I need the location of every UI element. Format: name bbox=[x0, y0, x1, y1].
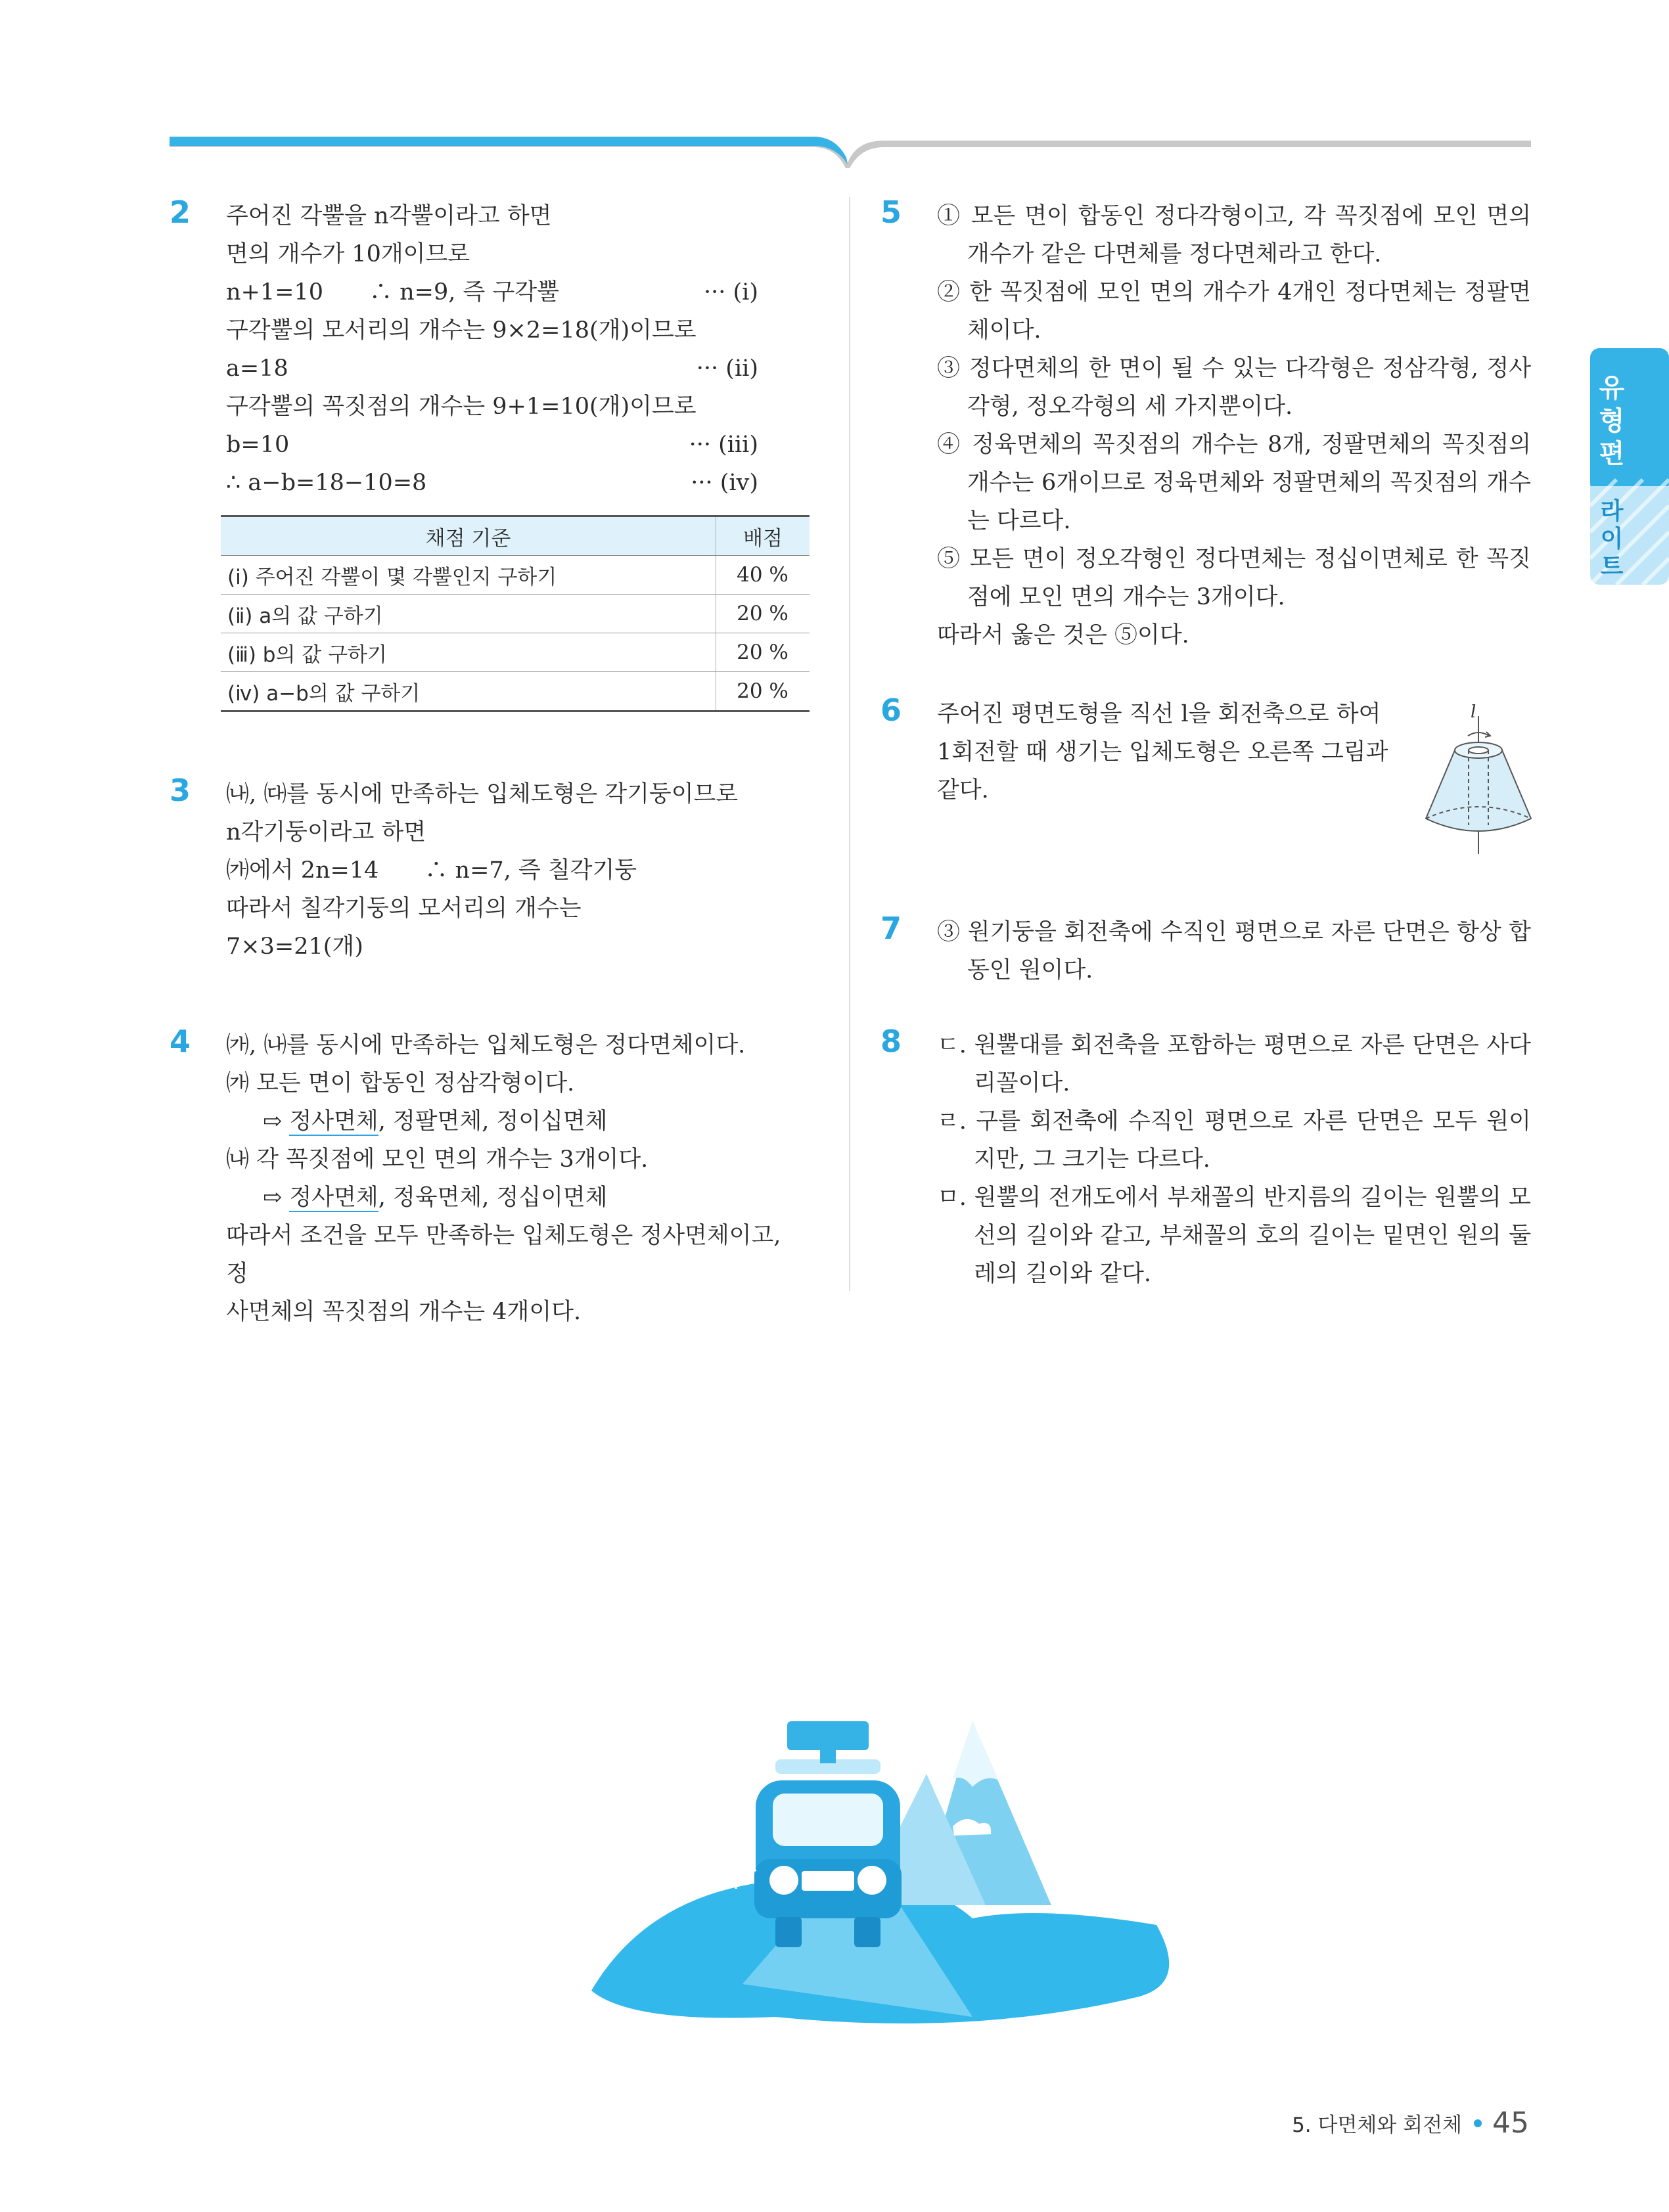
table-row: (ⅱ) a의 값 구하기 20 % bbox=[221, 595, 810, 633]
list-item: ③ 원기둥을 회전축에 수직인 평면으로 자른 단면은 항상 합동인 원이다. bbox=[937, 919, 1531, 983]
solution-line: a=18 ··· (ⅱ) bbox=[226, 355, 758, 382]
solution-line: b=10 ··· (ⅲ) bbox=[226, 432, 758, 458]
solution-line: 구각뿔의 꼭짓점의 개수는 9+1=10(개)이므로 bbox=[226, 394, 697, 420]
truncated-cone-figure bbox=[1413, 703, 1544, 861]
arrow-icon: ⇨ bbox=[263, 1185, 290, 1211]
table-row: (ⅳ) a−b의 값 구하기 20 % bbox=[221, 672, 810, 711]
question-8 bbox=[880, 1026, 1531, 1293]
solution-line: 구각뿔의 모서리의 개수는 9×2=18(개)이므로 bbox=[226, 317, 697, 344]
solution-line: 7×3=21(개) bbox=[226, 934, 363, 960]
solution-line: ㈎, ㈏를 동시에 만족하는 입체도형은 정다면체이다. bbox=[226, 1032, 746, 1058]
solution-line: 1회전할 때 생기는 입체도형은 오른쪽 그림과 bbox=[937, 739, 1388, 765]
solution-body bbox=[937, 1026, 1531, 1293]
list-item: ㄷ. 원뿔대를 회전축을 포함하는 평면으로 자른 단면은 사다리꼴이다. bbox=[937, 1032, 1531, 1096]
solution-line: n각기둥이라고 하면 bbox=[226, 819, 426, 846]
question-number: 6 bbox=[880, 692, 902, 728]
list-item: ㄹ. 구를 회전축에 수직인 평면으로 자른 단면은 모두 원이지만, 그 크기는 다르다. bbox=[937, 1108, 1531, 1173]
question-7 bbox=[880, 913, 1531, 989]
question-5 bbox=[880, 194, 1531, 654]
column-divider bbox=[849, 197, 850, 1291]
solution-line: 따라서 조건을 모두 만족하는 입체도형은 정사면체이고, 정 bbox=[226, 1223, 781, 1287]
solution-line: ㈏ 각 꼭짓점에 모인 면의 개수는 3개이다. bbox=[226, 1146, 649, 1173]
question-4 bbox=[170, 1026, 808, 1331]
list-item: ⑤ 모든 면이 정오각형인 정다면체는 정십이면체로 한 꼭짓점에 모인 면의 개수는 3개이다. bbox=[937, 546, 1531, 610]
table-header-criteria: 채점 기준 bbox=[221, 516, 716, 556]
svg-text:l: l bbox=[1471, 703, 1476, 722]
page-number: 45 bbox=[1492, 2106, 1529, 2140]
solution-line: 주어진 평면도형을 직선 l을 회전축으로 하여 bbox=[937, 701, 1381, 727]
question-number: 7 bbox=[880, 911, 902, 946]
solution-line: 같다. bbox=[937, 777, 989, 803]
solution-line: ㈎에서 2n=14 ∴ n=7, 즉 칠각기둥 bbox=[226, 857, 637, 884]
arrow-icon: ⇨ bbox=[263, 1108, 290, 1135]
solution-line: ㈎ 모든 면이 합동인 정삼각형이다. bbox=[226, 1070, 575, 1096]
solution-body bbox=[226, 1026, 808, 1331]
solution-line: ⇨ 정사면체, 정팔면체, 정이십면체 bbox=[263, 1108, 608, 1135]
solution-line: n+1=10 ∴ n=9, 즉 구각뿔 ··· (ⅰ) bbox=[226, 279, 758, 305]
side-section-tab bbox=[1590, 348, 1669, 585]
question-2 bbox=[170, 194, 808, 712]
chapter-title: 5. 다면체와 회전체 bbox=[1292, 2113, 1462, 2137]
table-header-row bbox=[221, 516, 810, 556]
list-item: ④ 정육면체의 꼭짓점의 개수는 8개, 정팔면체의 꼭짓점의 개수는 6개이므로 정육면체와 정팔면체의 꼭짓점의 개수는 다르다. bbox=[937, 432, 1531, 534]
question-number: 2 bbox=[170, 194, 191, 230]
solution-line: 따라서 칠각기둥의 모서리의 개수는 bbox=[226, 895, 582, 922]
footer-dot-icon bbox=[1474, 2119, 1482, 2127]
list-item: ① 모든 면이 합동인 정다각형이고, 각 꼭짓점에 모인 면의 개수가 같은 다면체를 정다면체라고 한다. bbox=[937, 203, 1531, 267]
page-footer bbox=[1292, 2106, 1529, 2140]
scoring-table bbox=[221, 515, 810, 712]
solution-body bbox=[937, 913, 1531, 989]
solution-body bbox=[226, 197, 758, 502]
solution-body bbox=[937, 197, 1531, 654]
list-item: ㅁ. 원뿔의 전개도에서 부채꼴의 반지름의 길이는 원뿔의 모선의 길이와 같고, 부채꼴의 호의 길이는 밑면인 원의 둘레의 길이와 같다. bbox=[937, 1185, 1531, 1287]
question-number: 8 bbox=[880, 1024, 902, 1059]
solution-line: 사면체의 꼭짓점의 개수는 4개이다. bbox=[226, 1299, 582, 1325]
side-tab-label-bottom: 라이트 bbox=[1600, 498, 1624, 580]
question-number: 4 bbox=[170, 1024, 191, 1059]
table-row: (ⅰ) 주어진 각뿔이 몇 각뿔인지 구하기 40 % bbox=[221, 556, 810, 595]
table-header-points: 배점 bbox=[716, 516, 810, 556]
solution-line: ㈏, ㈐를 동시에 만족하는 입체도형은 각기둥이므로 bbox=[226, 781, 739, 807]
list-item: ③ 정다면체의 한 면이 될 수 있는 다각형은 정삼각형, 정사각형, 정오각형의 세 가지뿐이다. bbox=[937, 355, 1531, 420]
conclusion: 따라서 옳은 것은 ⑤이다. bbox=[937, 622, 1189, 648]
solution-line: ∴ a−b=18−10=8 ··· (ⅳ) bbox=[226, 470, 758, 496]
question-3 bbox=[170, 775, 808, 966]
solution-line: ⇨ 정사면체, 정육면체, 정십이면체 bbox=[263, 1185, 608, 1211]
solution-line: 주어진 각뿔을 n각뿔이라고 하면 bbox=[226, 203, 552, 229]
top-header-bar bbox=[0, 0, 1669, 171]
answer-underline: 정사면체 bbox=[289, 1108, 378, 1135]
table-row: (ⅲ) b의 값 구하기 20 % bbox=[221, 633, 810, 672]
answer-underline: 정사면체 bbox=[289, 1185, 378, 1211]
car-mountain-illustration bbox=[578, 1708, 1183, 2050]
question-number: 3 bbox=[170, 773, 191, 808]
solution-body bbox=[226, 775, 808, 966]
question-number: 5 bbox=[880, 194, 902, 230]
side-tab-label-top: 유형편 bbox=[1599, 373, 1625, 469]
solution-line: 면의 개수가 10개이므로 bbox=[226, 241, 470, 267]
list-item: ② 한 꼭짓점에 모인 면의 개수가 4개인 정다면체는 정팔면체이다. bbox=[937, 279, 1531, 344]
